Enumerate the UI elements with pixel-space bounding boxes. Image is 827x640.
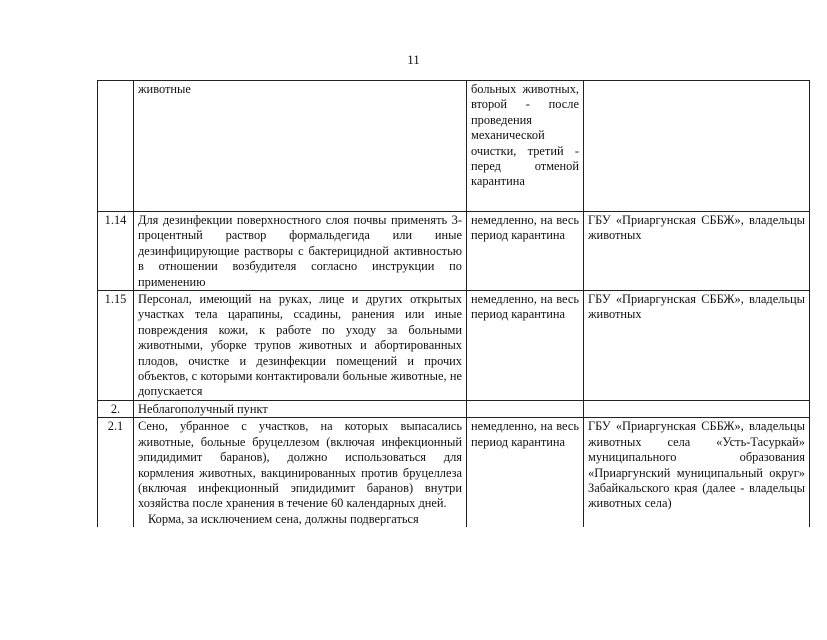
row-number: [98, 81, 134, 212]
measure-description-continued: Корма, за исключением сена, должны подвергаться: [148, 511, 419, 526]
measure-description-cell: [134, 418, 467, 527]
measure-description: животные: [134, 81, 467, 212]
measure-timing: [467, 401, 584, 418]
section-heading: Неблагополучный пункт: [134, 401, 467, 418]
table-row: [98, 81, 810, 212]
measures-table: [97, 80, 810, 527]
table-row: [98, 401, 810, 418]
measure-description: Персонал, имеющий на руках, лице и других открытых участках тела царапины, ссадины, ранения или иные повреждения кожи, к работе по уходу за больными животными, уборке трупов животных и абортированных плодов, очистке и дезинфекции помещений и прочих объектов, с которыми контактировали больные животные, не допускается: [134, 291, 467, 401]
measure-timing: больных животных, второй - после проведения механической очистки, третий - перед отменой карантина: [467, 81, 584, 212]
measure-timing: немедленно, на весь период карантина: [467, 418, 584, 527]
page-number: 11: [407, 52, 420, 67]
measure-responsible: ГБУ «Приаргунская СББЖ», владельцы животных: [584, 291, 810, 401]
row-number: 1.15: [98, 291, 134, 401]
row-number: 1.14: [98, 212, 134, 291]
table-row: [98, 418, 810, 527]
measure-description: Сено, убранное с участков, на которых выпасались животные, больные бруцеллезом (включая инфекционный эпидидимит баранов), должно использоваться для кормления животных, вакцинированных против бруцеллеза (включая инфекционный эпидидимит баранов) внутри хозяйства после хранения в течение 60 календарных дней.: [138, 419, 462, 511]
measure-timing: немедленно, на весь период карантина: [467, 291, 584, 401]
table-row: [98, 212, 810, 291]
measure-responsible: [584, 401, 810, 418]
row-number: 2.1: [98, 418, 134, 527]
measure-responsible: ГБУ «Приаргунская СББЖ», владельцы животных села «Усть-Тасуркай» муниципального образования «Приаргунский муниципальный округ» Забайкальского края (далее - владельцы животных села): [584, 418, 810, 527]
table-row: [98, 291, 810, 401]
row-number: 2.: [98, 401, 134, 418]
measure-timing: немедленно, на весь период карантина: [467, 212, 584, 291]
measure-responsible: [584, 81, 810, 212]
measure-responsible: ГБУ «Приаргунская СББЖ», владельцы животных: [584, 212, 810, 291]
measure-description: Для дезинфекции поверхностного слоя почвы применять 3-процентный раствор формальдегида или иные дезинфицирующие растворы с бактерицидной активностью в отношении возбудителя согласно инструкции по применению: [134, 212, 467, 291]
